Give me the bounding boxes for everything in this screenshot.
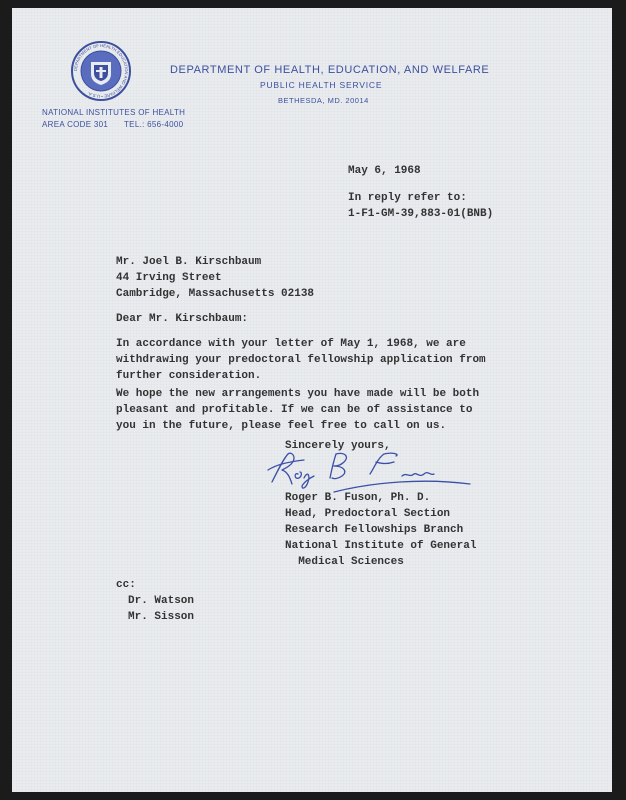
cc-name: Dr. Watson: [128, 595, 195, 607]
cc-name: Mr. Sisson: [128, 611, 195, 623]
signer-title-line: Research Fellowships Branch: [285, 524, 464, 536]
reference-number: 1-F1-GM-39,883-01(BNB): [348, 208, 494, 220]
seal-text: DEPARTMENT OF HEALTH EDUCATION AND WELFARE • U.S.A.: [72, 42, 130, 100]
letter-page: [12, 8, 612, 792]
letter-date: May 6, 1968: [348, 165, 421, 177]
letterhead-service: PUBLIC HEALTH SERVICE: [260, 80, 383, 90]
closing: Sincerely yours,: [285, 440, 391, 452]
body-line: withdrawing your predoctoral fellowship application from: [116, 354, 486, 366]
reference-label: In reply refer to:: [348, 192, 467, 204]
body-line: pleasant and profitable. If we can be of assistance to: [116, 404, 473, 416]
recipient-city: Cambridge, Massachusetts 02138: [116, 288, 315, 300]
body-line: further consideration.: [116, 370, 262, 382]
letterhead-department: DEPARTMENT OF HEALTH, EDUCATION, AND WELFARE: [170, 64, 490, 76]
signer-title-line: Head, Predoctoral Section: [285, 508, 451, 520]
letterhead-location: BETHESDA, MD. 20014: [278, 96, 369, 105]
letterhead-institute: NATIONAL INSTITUTES OF HEALTH: [42, 108, 186, 117]
body-line: In accordance with your letter of May 1, 1968, we are: [116, 338, 466, 350]
body-line: you in the future, please feel free to call on us.: [116, 420, 447, 432]
signer-name: Roger B. Fuson, Ph. D.: [285, 492, 431, 504]
handwritten-signature: [264, 448, 474, 494]
letterhead-area-code: AREA CODE 301: [42, 120, 109, 129]
recipient-name: Mr. Joel B. Kirschbaum: [116, 256, 262, 268]
salutation: Dear Mr. Kirschbaum:: [116, 313, 249, 325]
hew-seal-icon: [70, 40, 132, 102]
body-line: We hope the new arrangements you have made will be both: [116, 388, 480, 400]
letterhead-telephone: TEL.: 656-4000: [124, 120, 184, 129]
cc-label: cc:: [116, 579, 136, 591]
recipient-street: 44 Irving Street: [116, 272, 222, 284]
signer-title-line: National Institute of General: [285, 540, 477, 552]
signer-title-line: Medical Sciences: [285, 556, 404, 568]
